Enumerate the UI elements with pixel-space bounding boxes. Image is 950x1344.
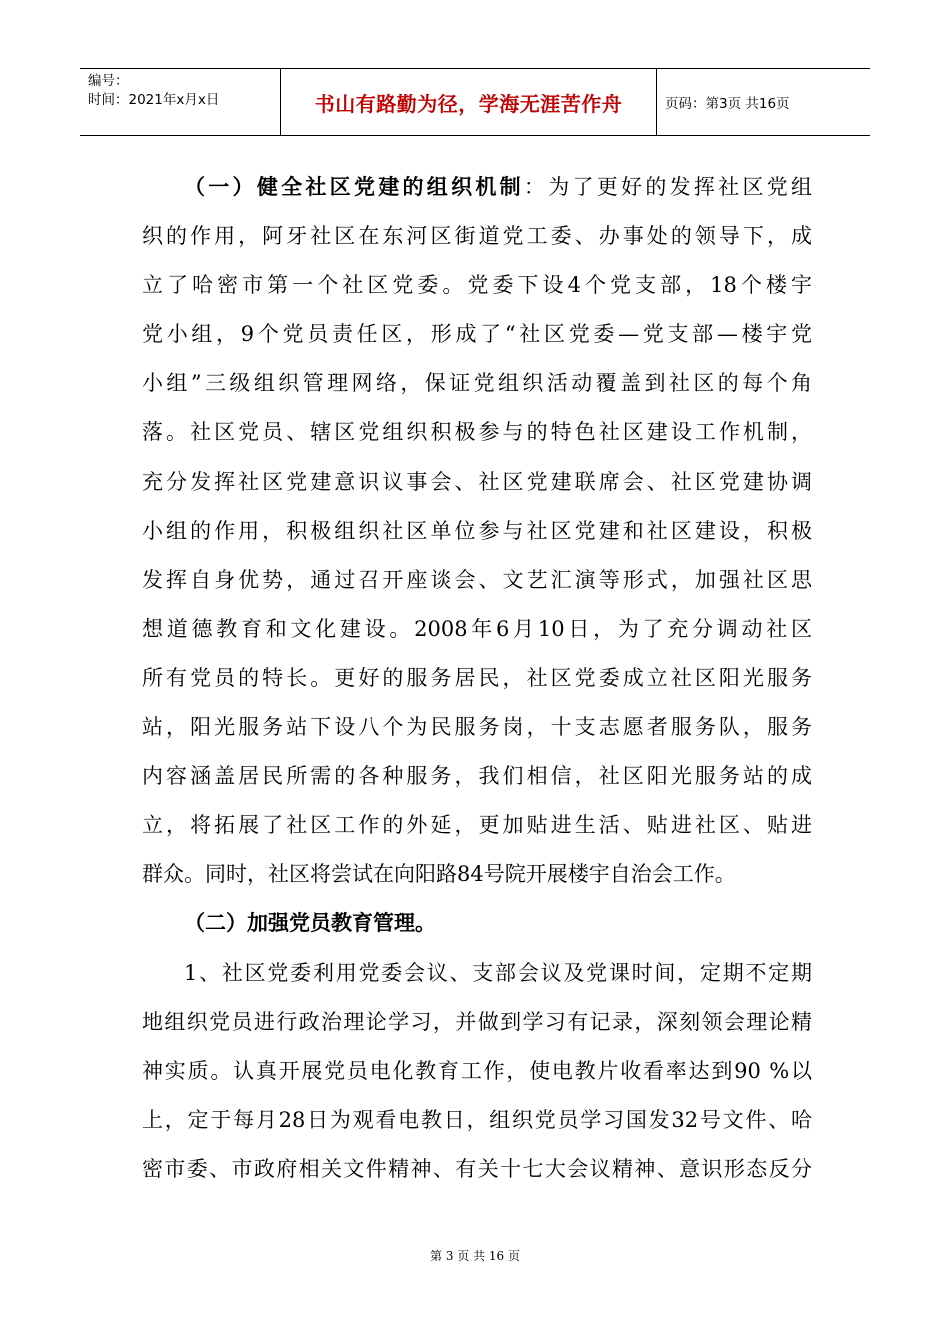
section1-line: 立了哈密市第一个社区党委。党委下设4个党支部，18个楼宇: [142, 273, 812, 298]
header-motto-cell: [281, 69, 657, 135]
section1-line: 站，阳光服务站下设八个为民服务岗，十支志愿者服务队，服务: [142, 715, 812, 740]
section1-line: 想道德教育和文化建设。2008年6月10日，为了充分调动社区: [142, 616, 812, 641]
section1-line: 发挥自身优势，通过召开座谈会、文艺汇演等形式，加强社区思: [142, 567, 812, 592]
section1-line: 小组的作用，积极组织社区单位参与社区党建和社区建设，积极: [142, 518, 812, 543]
section2-line: 密市委、市政府相关文件精神、有关十七大会议精神、意识形态反分: [142, 1156, 812, 1181]
header-page-info: 页码：第3页 共16页: [665, 96, 790, 112]
document-body: [142, 163, 812, 1194]
section2-line: 神实质。认真开展党员电化教育工作，使电教片收看率达到90 %以: [142, 1058, 812, 1083]
section1-line: ：为了更好的发挥社区党组: [523, 175, 813, 199]
document-time-label: 时间：2021年x月x日: [88, 92, 220, 108]
section2-line: 1、社区党委利用党委会议、支部会议及党课时间，定期不定期: [184, 960, 812, 985]
header-table: [80, 68, 870, 136]
document-number-label: 编号：: [88, 73, 129, 89]
section1-line: 所有党员的特长。更好的服务居民，社区党委成立社区阳光服务: [142, 665, 812, 690]
section1-first-line: [142, 163, 812, 212]
header-motto: 书山有路勤为径，学海无涯苦作舟: [314, 91, 623, 116]
section1-heading: （一）健全社区党建的组织机制: [184, 175, 524, 199]
header-meta-cell: [80, 69, 281, 135]
section1-line: 织的作用，阿牙社区在东河区街道党工委、办事处的领导下，成: [142, 224, 812, 249]
section1-line: 群众。同时，社区将尝试在向阳路84号院开展楼宇自治会工作。: [142, 862, 736, 887]
section1-line: 党小组，9个党员责任区，形成了“社区党委—党支部—楼宇党: [142, 322, 812, 347]
section2-heading: （二）加强党员教育管理。: [184, 911, 436, 936]
section1-line: 小组”三级组织管理网络，保证党组织活动覆盖到社区的每个角: [142, 371, 812, 396]
section1-line: 落。社区党员、辖区党组织积极参与的特色社区建设工作机制，: [142, 420, 812, 445]
section1-line: 立，将拓展了社区工作的外延，更加贴进生活、贴进社区、贴进: [142, 813, 812, 838]
section1-line: 内容涵盖居民所需的各种服务，我们相信，社区阳光服务站的成: [142, 764, 812, 789]
section2-line: 上，定于每月28日为观看电教日，组织党员学习国发32号文件、哈: [142, 1107, 812, 1132]
page-footer: 第 3 页 共 16 页: [430, 1249, 520, 1263]
section1-line: 充分发挥社区党建意识议事会、社区党建联席会、社区党建协调: [142, 469, 812, 494]
header-page-cell: [657, 69, 870, 135]
section2-line: 地组织党员进行政治理论学习，并做到学习有记录，深刻领会理论精: [142, 1009, 812, 1034]
